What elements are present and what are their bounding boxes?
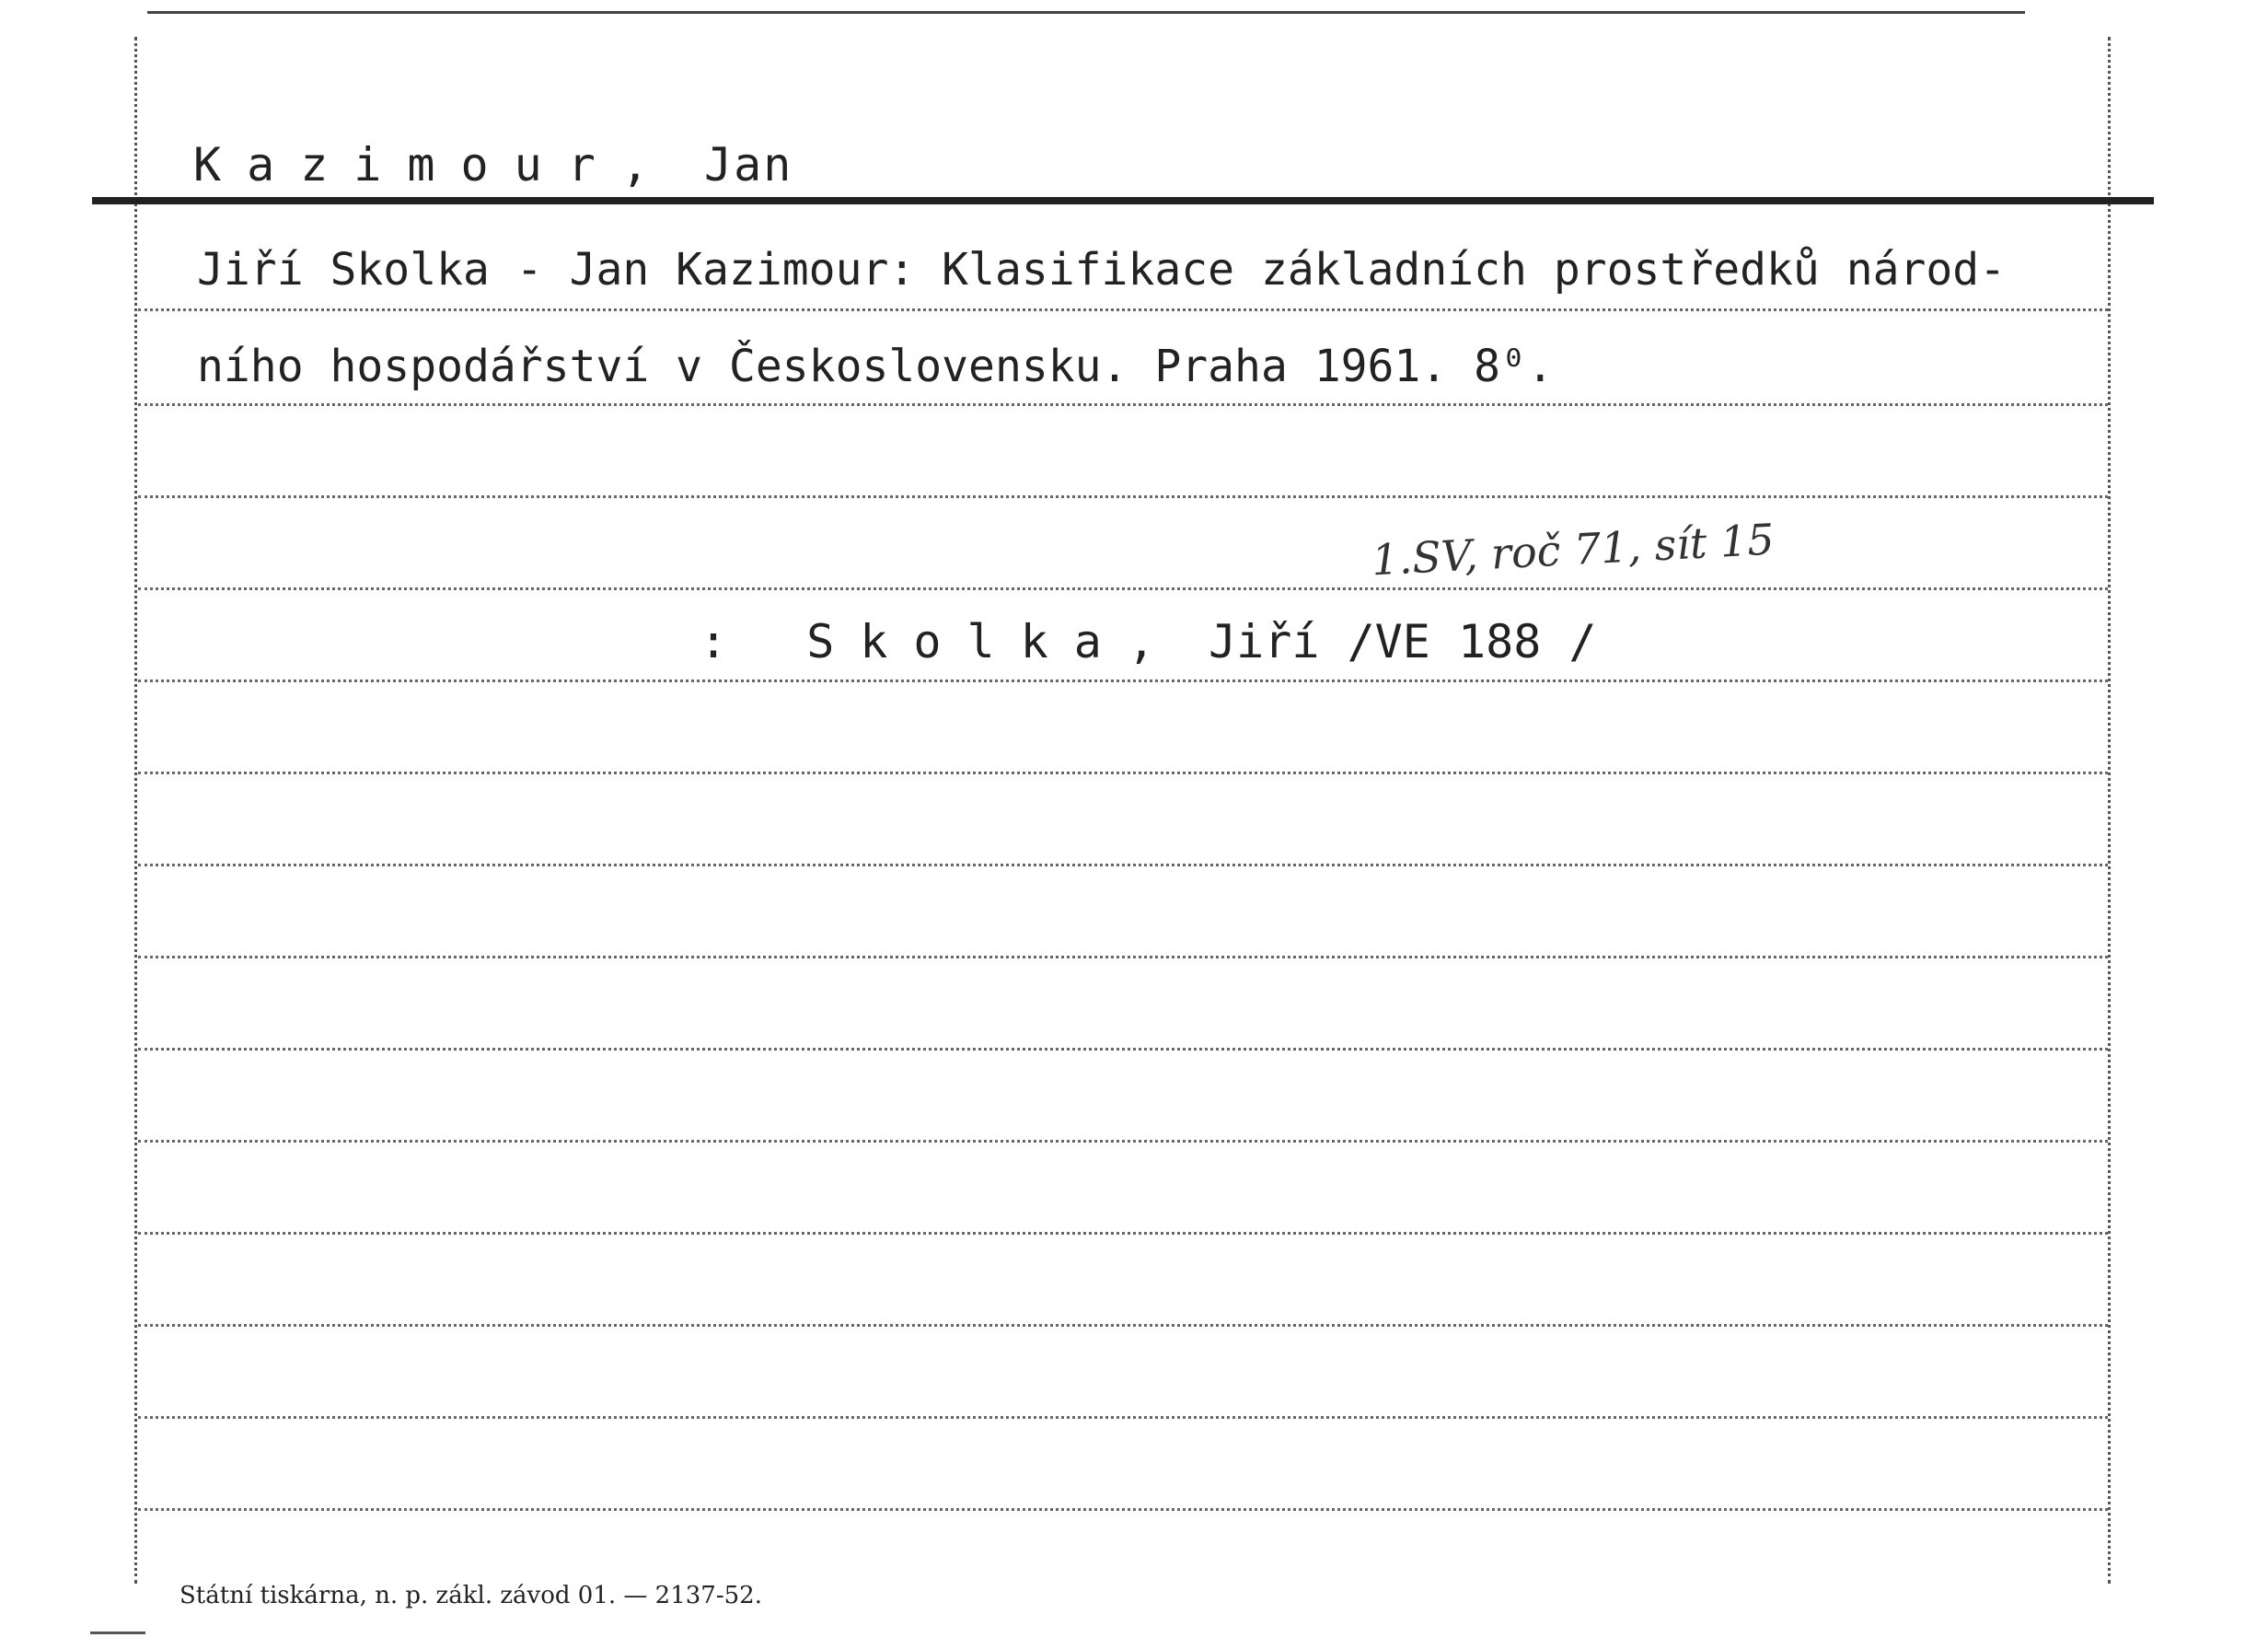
ruled-line	[138, 679, 2108, 682]
heading-rule	[92, 197, 2154, 204]
left-margin-dotted-line	[134, 37, 137, 1584]
card-heading	[193, 138, 793, 192]
ruled-line	[138, 956, 2108, 958]
top-rule	[147, 11, 2025, 14]
ruled-line	[138, 1048, 2108, 1051]
ruled-line	[138, 308, 2108, 311]
ruled-line	[138, 864, 2108, 866]
ruled-line	[138, 1232, 2108, 1235]
entry-line-2: ního hospodářství v Československu. Praha 1961. 8⁰.	[197, 341, 1554, 392]
entry-line-1: Jiří Skolka - Jan Kazimour: Klasifikace základních prostředků národ-	[197, 244, 2007, 296]
right-margin-dotted-line	[2108, 37, 2111, 1584]
ruled-line	[138, 1324, 2108, 1327]
ruled-line	[138, 587, 2108, 590]
ruled-line	[138, 495, 2108, 498]
cross-ref-shelfmark: /VE 188 /	[1347, 615, 1597, 668]
heading-given-name: Jan	[704, 138, 793, 192]
cross-ref-given-name: Jiří	[1209, 615, 1320, 668]
cross-ref-surname: : Skolka,	[700, 615, 1181, 668]
ruled-line	[138, 403, 2108, 406]
ruled-line	[138, 1140, 2108, 1143]
ruled-line	[138, 772, 2108, 774]
printer-imprint: Státní tiskárna, n. p. zákl. závod 01. — 2137-52.	[179, 1582, 762, 1609]
bottom-edge-mark	[90, 1632, 145, 1634]
heading-surname: Kazimour,	[193, 138, 675, 192]
handwritten-note: 1.SV, roč 71, sít 15	[1370, 514, 1776, 586]
ruled-line	[138, 1508, 2108, 1511]
cross-reference	[700, 615, 1597, 668]
ruled-line	[138, 1416, 2108, 1419]
